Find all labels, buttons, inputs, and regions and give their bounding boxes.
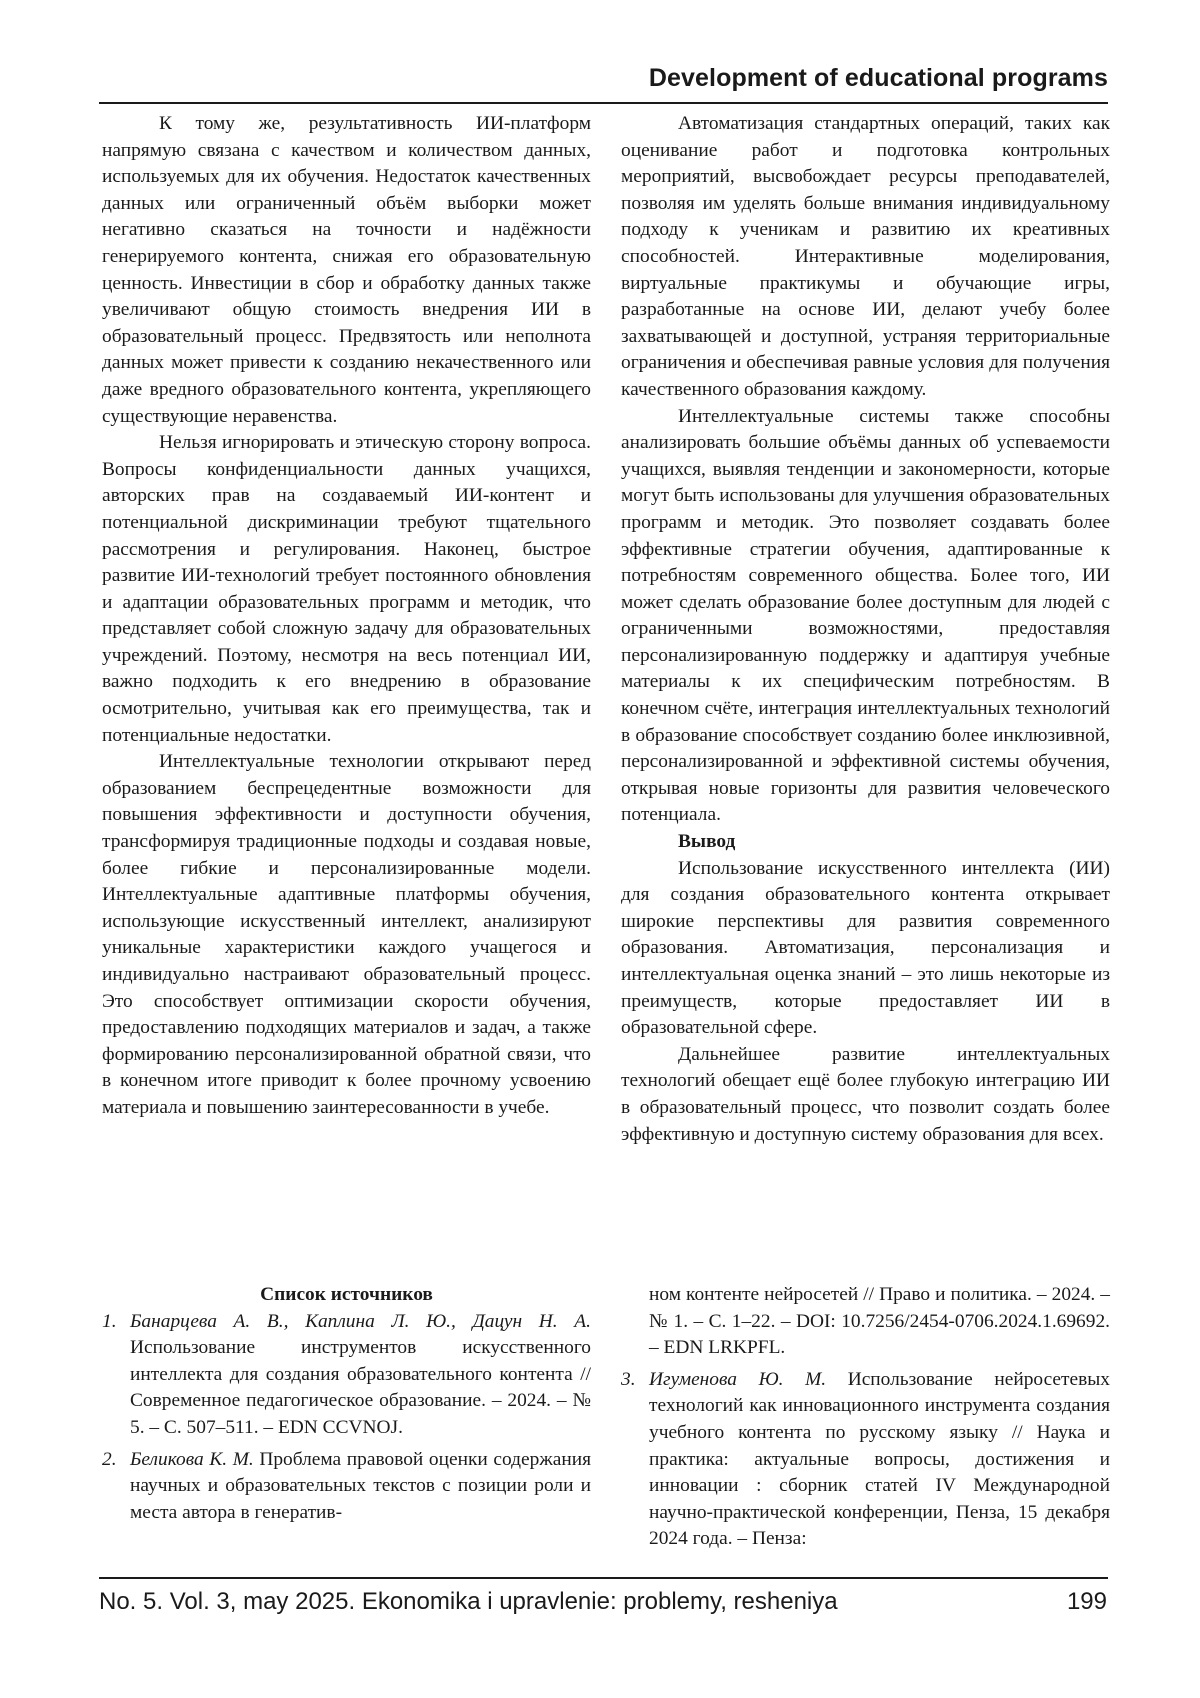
reference-item — [621, 1367, 1110, 1553]
paragraph: К тому же, результативность ИИ-платформ напрямую связана с качеством и количеством данных, используемых для их обучения. Недостаток качественных данных или ограниченный объём выборки может негативно сказаться на точности и надёжности генерируемого контента, снижая его образовательную ценность. Инвестиции в сбор и обработку данных также увеличивают общую стоимость внедрения ИИ в образовательный процесс. Предвзятость или неполнота данных может привести к созданию некачественного или даже вредного образовательного контента, укрепляющего существующие неравенства. — [102, 113, 591, 427]
reference-number: 1. — [102, 1310, 117, 1332]
page-number: 199 — [1066, 1588, 1107, 1615]
reference-text: Использование инструментов искусственного интеллекта для создания образовательного контента // Современное педагогическое образование. – 2024. – № 5. – С. 507–511. – EDN CCVNOJ. — [130, 1337, 591, 1438]
footer-rule — [99, 1577, 1108, 1579]
paragraph: Автоматизация стандартных операций, таких как оценивание работ и подготовка контрольных мероприятий, высвобождает ресурсы преподавателей, позволяя им уделять больше внимания индивидуальному подходу к ученикам и развитию их креативных способностей. Интерактивные моделирования, виртуальные практикумы и обучающие игры, разработанные на основе ИИ, делают учебу более захватывающей и доступной, устраняя территориальные ограничения и обеспечивая равные условия для получения качественного образования каждому. — [621, 113, 1110, 400]
reference-authors: Игуменова Ю. М. — [649, 1368, 848, 1390]
paragraph: Интеллектуальные системы также способны анализировать большие объёмы данных об успеваемости учащихся, выявляя тенденции и закономерности, которые могут быть использованы для улучшения образовательных программ и методик. Это позволяет создавать более эффективные стратегии обучения, адаптированные к потребностям современного общества. Более того, ИИ может сделать образование более доступным для людей с ограниченными возможностями, предоставляя персонализированную поддержку и адаптируя учебные материалы к их специфическим потребностям. В конечном счёте, интеграция интеллектуальных технологий в образование способствует созданию более инклюзивной, персонализированной и эффективной системы обучения, открывая новые горизонты для развития человеческого потенциала. — [621, 405, 1110, 826]
paragraph: Использование искусственного интеллекта (ИИ) для создания образовательного контента открывает широкие перспективы для развития современного образования. Автоматизация, персонализация и интеллектуальная оценка знаний – это лишь некоторые из преимуществ, которые предоставляет ИИ в образовательной сфере. — [621, 857, 1110, 1039]
header-rule — [99, 102, 1108, 104]
paragraph: Нельзя игнорировать и этическую сторону вопроса. Вопросы конфиденциальности данных учащихся, авторских прав на создаваемый ИИ-контент и потенциальной дискриминации требуют тщательного рассмотрения и регулирования. Наконец, быстрое развитие ИИ-технологий требует постоянного обновления и адаптации образовательных программ и методик, что представляет собой сложную задачу для образовательных учреждений. Поэтому, несмотря на весь потенциал ИИ, важно подходить к его внедрению в образование осмотрительно, учитывая как его преимущества, так и потенциальные недостатки. — [102, 432, 591, 746]
reference-number: 2. — [102, 1448, 117, 1470]
reference-item — [102, 1447, 591, 1527]
reference-item — [102, 1309, 591, 1442]
body-column-left — [102, 111, 591, 1122]
conclusion-heading: Вывод — [678, 831, 736, 853]
references-title: Список источников — [260, 1284, 433, 1305]
paragraph: Интеллектуальные технологии открывают перед образованием беспрецедентные возможности для повышения эффективности и доступности обучения, трансформируя традиционные подходы и создавая новые, более гибкие и персонализированные модели. Интеллектуальные адаптивные платформы обучения, использующие искусственный интеллект, анализируют уникальные характеристики каждого учащегося и индивидуально настраивают образовательный процесс. Это способствует оптимизации скорости обучения, предоставлению подходящих материалов и задач, а также формированию персонализированной обратной связи, что в конечном итоге приводит к более прочному усвоению материала и повышению заинтересованности в учебе. — [102, 751, 591, 1118]
reference-text: Использование нейросетевых технологий как инновационного инструмента создания учебного контента по русскому языку // Наука и практика: актуальные вопросы, достижения и инновации : сборник статей IV Международной научно-практической конференции, Пенза, 15 декабря 2024 года. – Пенза: — [649, 1368, 1111, 1550]
body-column-right — [621, 111, 1110, 1148]
running-header: Development of educational programs — [648, 64, 1108, 92]
references-right — [621, 1282, 1110, 1558]
reference-continuation: ном контенте нейросетей // Право и политика. – 2024. – № 1. – С. 1–22. – DOI: 10.7256/2454-0706.2024.1.69692. – EDN LRKPFL. — [649, 1284, 1110, 1359]
references-left — [102, 1282, 591, 1531]
reference-number: 3. — [621, 1368, 636, 1390]
paragraph: Дальнейшее развитие интеллектуальных технологий обещает ещё более глубокую интеграцию ИИ в образовательный процесс, что позволит создать более эффективную и доступную систему образования для всех. — [621, 1043, 1110, 1145]
reference-authors: Беликова К. М. — [130, 1448, 260, 1470]
reference-authors: Банарцева А. В., Каплина Л. Ю., Дацун Н. А. — [130, 1310, 591, 1332]
footer-journal: No. 5. Vol. 3, may 2025. Ekonomika i upravlenie: problemy, resheniya — [99, 1588, 838, 1615]
reference-text: Проблема правовой оценки содержания научных и образовательных текстов с позиции роли и места автора в генератив- — [130, 1448, 591, 1523]
